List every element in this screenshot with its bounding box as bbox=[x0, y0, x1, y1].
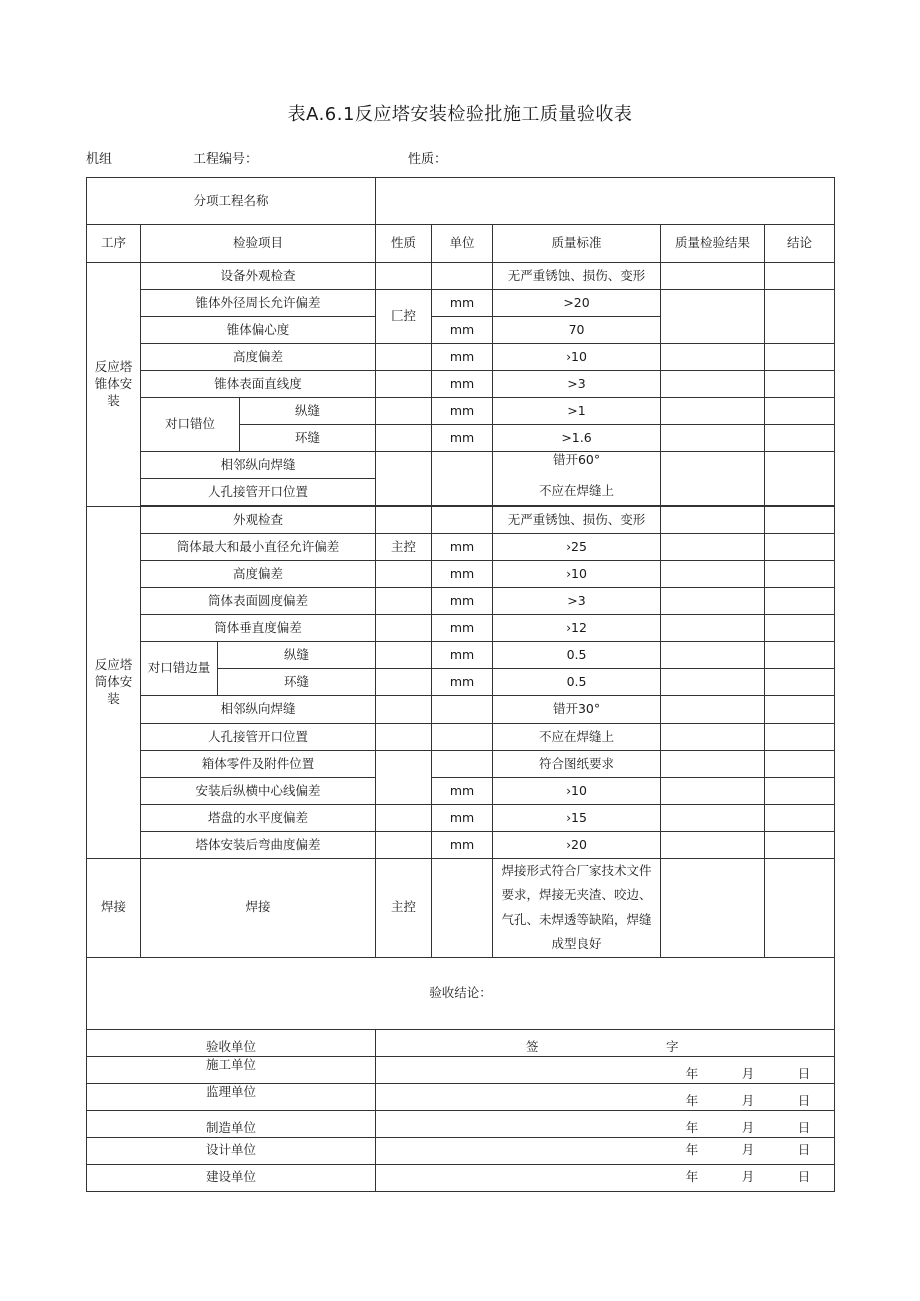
result-cell[interactable] bbox=[661, 778, 765, 805]
result-cell[interactable] bbox=[661, 751, 765, 778]
standard: 不应在焊缝上 bbox=[493, 724, 661, 751]
conclusion-label: 验收结论： bbox=[429, 984, 492, 1000]
result-cell[interactable] bbox=[661, 696, 765, 724]
standard: >1 bbox=[493, 398, 661, 425]
result-cell[interactable] bbox=[661, 588, 765, 615]
conclusion-cell[interactable] bbox=[765, 642, 835, 669]
result-cell[interactable] bbox=[661, 290, 765, 344]
sign-header-a: 签 bbox=[526, 1038, 539, 1054]
unit: mm bbox=[432, 425, 493, 452]
year-label: 年 bbox=[685, 1142, 699, 1158]
year-label: 年 bbox=[685, 1065, 699, 1081]
group-cone: 反应塔锥体安装 bbox=[87, 263, 141, 507]
result-cell[interactable] bbox=[661, 669, 765, 696]
result-cell[interactable] bbox=[661, 452, 765, 506]
standard: 不应在焊缝上 bbox=[539, 482, 615, 498]
conclusion-cell[interactable] bbox=[765, 832, 835, 859]
item: 高度偏差 bbox=[141, 344, 376, 371]
sign-unit: 建设单位 bbox=[87, 1164, 376, 1191]
sign-cell[interactable] bbox=[376, 1164, 835, 1191]
result-cell[interactable] bbox=[661, 642, 765, 669]
item: 高度偏差 bbox=[141, 561, 376, 588]
day-label: 日 bbox=[797, 1169, 811, 1185]
unit: mm bbox=[432, 588, 493, 615]
standard: 0.5 bbox=[493, 669, 661, 696]
item: 箱体零件及附件位置 bbox=[141, 751, 376, 778]
standard: >20 bbox=[493, 290, 661, 317]
month-label: 月 bbox=[741, 1092, 755, 1108]
meta-unit: 机组 bbox=[86, 152, 113, 167]
standard: 符合图纸要求 bbox=[493, 751, 661, 778]
sign-header-unit: 验收单位 bbox=[87, 1029, 376, 1056]
item: 锥体外径周长允许偏差 bbox=[141, 290, 376, 317]
day-label: 日 bbox=[797, 1065, 811, 1081]
result-cell[interactable] bbox=[661, 263, 765, 290]
day-label: 日 bbox=[797, 1119, 811, 1135]
year-label: 年 bbox=[685, 1092, 699, 1108]
col-unit: 单位 bbox=[432, 225, 493, 263]
day-label: 日 bbox=[797, 1142, 811, 1158]
conclusion-cell[interactable] bbox=[765, 561, 835, 588]
standard: ›10 bbox=[493, 344, 661, 371]
group-shell: 反应塔筒体安装 bbox=[87, 507, 141, 859]
standard: ›20 bbox=[493, 832, 661, 859]
result-cell[interactable] bbox=[661, 805, 765, 832]
item: 筒体最大和最小直径允许偏差 bbox=[141, 534, 376, 561]
conclusion-cell[interactable] bbox=[765, 805, 835, 832]
result-cell[interactable] bbox=[661, 724, 765, 751]
col-item: 检验项目 bbox=[141, 225, 376, 263]
item: 环缝 bbox=[218, 669, 376, 696]
nature: 匚控 bbox=[376, 290, 432, 344]
standard: 错开30° bbox=[493, 696, 661, 724]
unit: mm bbox=[432, 344, 493, 371]
month-label: 月 bbox=[741, 1169, 755, 1185]
standard: 焊接形式符合厂家技术文件 bbox=[501, 863, 652, 878]
item: 焊接 bbox=[141, 859, 376, 958]
unit: mm bbox=[432, 642, 493, 669]
col-conclusion: 结论 bbox=[765, 225, 835, 263]
conclusion-cell[interactable] bbox=[765, 696, 835, 724]
subgroup-misalign: 对口错位 bbox=[141, 398, 240, 452]
nature: 主控 bbox=[376, 859, 432, 958]
conclusion-cell[interactable] bbox=[765, 344, 835, 371]
item: 塔体安装后弯曲度偏差 bbox=[141, 832, 376, 859]
item: 纵缝 bbox=[218, 642, 376, 669]
year-label: 年 bbox=[685, 1119, 699, 1135]
standard: ›15 bbox=[493, 805, 661, 832]
result-cell[interactable] bbox=[661, 507, 765, 534]
standard: >3 bbox=[493, 371, 661, 398]
unit: mm bbox=[432, 561, 493, 588]
conclusion-cell[interactable] bbox=[765, 398, 835, 425]
col-result: 质量检验结果 bbox=[661, 225, 765, 263]
conclusion-cell[interactable] bbox=[765, 615, 835, 642]
acceptance-conclusion[interactable] bbox=[87, 957, 835, 1029]
meta-nature: 性质： bbox=[408, 152, 448, 167]
result-cell[interactable] bbox=[661, 534, 765, 561]
standard: ›25 bbox=[493, 534, 661, 561]
standard: 无严重锈蚀、损伤、变形 bbox=[493, 263, 661, 290]
item: 锥体表面直线度 bbox=[141, 371, 376, 398]
standard-cell bbox=[493, 452, 661, 506]
day-label: 日 bbox=[797, 1092, 811, 1108]
sign-cell[interactable] bbox=[376, 1110, 835, 1137]
standard: 0.5 bbox=[493, 642, 661, 669]
sign-unit: 制造单位 bbox=[87, 1110, 376, 1137]
standard: 气孔、未焊透等缺陷，焊缝 bbox=[501, 911, 652, 927]
unit: mm bbox=[432, 534, 493, 561]
process-weld: 焊接 bbox=[87, 859, 141, 958]
standard-cell bbox=[493, 859, 661, 958]
standard: 要求，焊接无夹渣、咬边、 bbox=[501, 887, 652, 903]
inspection-table bbox=[86, 177, 835, 1192]
item: 设备外观检查 bbox=[141, 263, 376, 290]
sign-header-b: 字 bbox=[666, 1038, 679, 1054]
item: 锥体偏心度 bbox=[141, 317, 376, 344]
sign-unit: 施工单位 bbox=[87, 1056, 376, 1083]
conclusion-cell[interactable] bbox=[765, 724, 835, 751]
item: 安装后纵横中心线偏差 bbox=[141, 778, 376, 805]
col-process: 工序 bbox=[87, 225, 141, 263]
col-nature: 性质 bbox=[376, 225, 432, 263]
year-label: 年 bbox=[685, 1169, 699, 1185]
conclusion-cell[interactable] bbox=[765, 751, 835, 778]
result-cell[interactable] bbox=[661, 371, 765, 398]
subgroup-edge: 对口错边量 bbox=[141, 642, 218, 696]
standard: 无严重锈蚀、损伤、变形 bbox=[493, 507, 661, 534]
standard: >1.6 bbox=[493, 425, 661, 452]
month-label: 月 bbox=[741, 1119, 755, 1135]
result-cell[interactable] bbox=[661, 832, 765, 859]
result-cell[interactable] bbox=[661, 344, 765, 371]
unit: mm bbox=[432, 398, 493, 425]
item: 外观检查 bbox=[141, 507, 376, 534]
standard: 错开60° bbox=[552, 452, 601, 467]
standard: ›10 bbox=[493, 561, 661, 588]
item: 相邻纵向焊缝 bbox=[141, 696, 376, 724]
item: 筒体垂直度偏差 bbox=[141, 615, 376, 642]
result-cell[interactable] bbox=[661, 561, 765, 588]
item: 人孔接管开口位置 bbox=[141, 479, 376, 506]
item: 环缝 bbox=[240, 425, 376, 452]
meta-project-no: 工程编号： bbox=[193, 152, 259, 167]
conclusion-cell[interactable] bbox=[765, 669, 835, 696]
unit: mm bbox=[432, 832, 493, 859]
item: 纵缝 bbox=[240, 398, 376, 425]
conclusion-cell[interactable] bbox=[765, 507, 835, 534]
item: 塔盘的水平度偏差 bbox=[141, 805, 376, 832]
subproject-value[interactable] bbox=[376, 178, 835, 225]
standard: 成型良好 bbox=[551, 936, 602, 952]
conclusion-cell[interactable] bbox=[765, 452, 835, 506]
conclusion-cell[interactable] bbox=[765, 534, 835, 561]
unit: mm bbox=[432, 669, 493, 696]
conclusion-cell[interactable] bbox=[765, 588, 835, 615]
sign-header-sign bbox=[376, 1029, 835, 1056]
sign-cell[interactable] bbox=[376, 1056, 835, 1083]
result-cell[interactable] bbox=[661, 398, 765, 425]
conclusion-cell[interactable] bbox=[765, 859, 835, 958]
sign-cell[interactable] bbox=[376, 1137, 835, 1164]
conclusion-cell[interactable] bbox=[765, 263, 835, 290]
page-title: 表A.6.1反应塔安装检验批施工质量验收表 bbox=[287, 104, 633, 125]
sign-unit: 监理单位 bbox=[87, 1083, 376, 1110]
conclusion-cell[interactable] bbox=[765, 290, 835, 344]
conclusion-cell[interactable] bbox=[765, 371, 835, 398]
unit: mm bbox=[432, 317, 493, 344]
sign-unit: 设计单位 bbox=[87, 1137, 376, 1164]
standard: ›12 bbox=[493, 615, 661, 642]
item: 相邻纵向焊缝 bbox=[141, 452, 376, 479]
subproject-label: 分项工程名称 bbox=[87, 178, 376, 225]
standard: 70 bbox=[493, 317, 661, 344]
unit: mm bbox=[432, 805, 493, 832]
standard: ›10 bbox=[493, 778, 661, 805]
item: 人孔接管开口位置 bbox=[141, 724, 376, 751]
result-cell[interactable] bbox=[661, 615, 765, 642]
col-standard: 质量标准 bbox=[493, 225, 661, 263]
month-label: 月 bbox=[741, 1065, 755, 1081]
unit: mm bbox=[432, 290, 493, 317]
month-label: 月 bbox=[741, 1142, 755, 1158]
conclusion-cell[interactable] bbox=[765, 778, 835, 805]
result-cell[interactable] bbox=[661, 859, 765, 958]
standard: >3 bbox=[493, 588, 661, 615]
nature: 主控 bbox=[376, 534, 432, 561]
sign-cell[interactable] bbox=[376, 1083, 835, 1110]
item: 筒体表面圆度偏差 bbox=[141, 588, 376, 615]
unit: mm bbox=[432, 615, 493, 642]
conclusion-cell[interactable] bbox=[765, 425, 835, 452]
result-cell[interactable] bbox=[661, 425, 765, 452]
unit: mm bbox=[432, 778, 493, 805]
unit: mm bbox=[432, 371, 493, 398]
